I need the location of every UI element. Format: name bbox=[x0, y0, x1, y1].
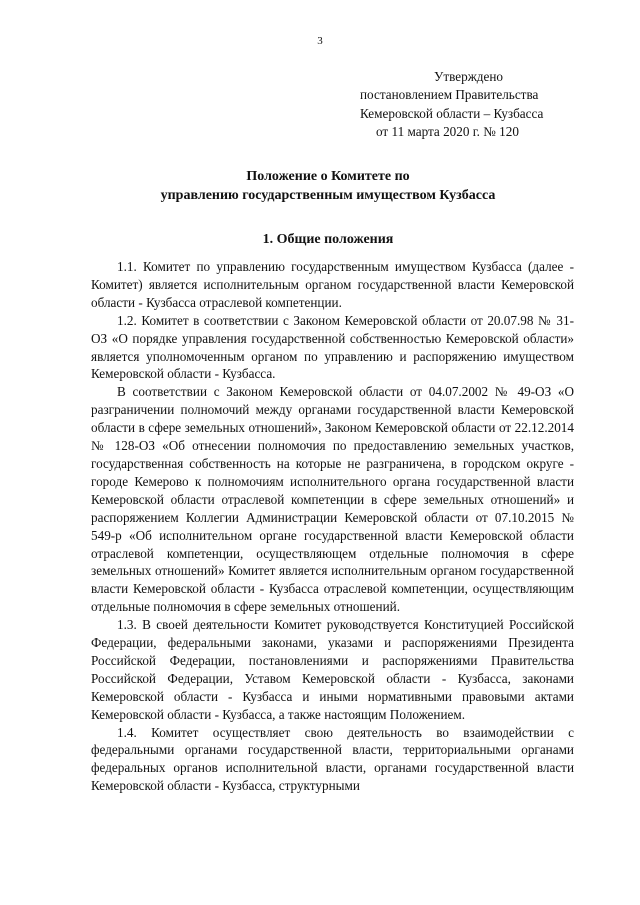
approval-line: Утверждено bbox=[434, 69, 504, 84]
document-body bbox=[91, 258, 574, 795]
title-line: Положение о Комитете по bbox=[246, 169, 410, 184]
paragraph: 1.3. В своей деятельности Комитет руководствуется Конституцией Российской Федерации, федеральными законами, указами и распоряжениями Президента Российской Федерации, постановлениями и распоряжениями Правительства Российской Федерации, Уставом Кемеровской области - Кузбасса, законами Кемеровской области - Кузбасса и иными нормативными правовыми актами Кемеровской области - Кузбасса, а также настоящим Положением. bbox=[91, 617, 574, 722]
paragraph: 1.4. Комитет осуществляет свою деятельность во взаимодействии с федеральными органами государственной власти, территориальными органами федеральных органов исполнительной власти, органами государственной власти Кемеровской области - Кузбасса, структурными bbox=[91, 724, 574, 794]
paragraph: 1.1. Комитет по управлению государственным имуществом Кузбасса (далее - Комитет) является исполнительным органом государственной власти Кемеровской области - Кузбасса отраслевой компетенции. bbox=[91, 259, 574, 310]
section-heading: 1. Общие положения bbox=[262, 232, 394, 247]
approval-block bbox=[360, 68, 580, 142]
paragraph: 1.2. Комитет в соответствии с Законом Кемеровской области от 20.07.98 № 31-ОЗ «О порядке управления государственной собственностью Кемеровской области» является уполномоченным органом по управлению и распоряжению имуществом Кемеровской области - Кузбасса. bbox=[91, 312, 574, 382]
approval-line: от 11 марта 2020 г. № 120 bbox=[376, 124, 519, 140]
approval-line: постановлением Правительства bbox=[360, 87, 539, 103]
document-title bbox=[90, 168, 566, 205]
title-line: управлению государственным имуществом Кузбасса bbox=[160, 187, 496, 203]
paragraph: В соответствии с Законом Кемеровской области от 04.07.2002 № 49-ОЗ «О разграничении полномочий между органами государственной власти Кемеровской области в сфере земельных отношений», Законом Кемеровской области от 22.12.2014 № 128-ОЗ «Об отнесении полномочия по предоставлению земельных участков, государственная собственность на которые не разграничена, в городском округе - городе Кемерово к полномочиям исполнительного органа государственной власти Кемеровской области отраслевой компетенции в сфере земельных отношений» и распоряжением Коллегии Администрации Кемеровской области от 07.10.2015 № 549-р «Об исполнительном органе государственной власти Кемеровской области отраслевой компетенции, осуществляющем отдельные полномочия в сфере земельных отношений» Комитет является исполнительным органом государственной власти Кемеровской области - Кузбасса отраслевой компетенции, осуществляющим отдельные полномочия в сфере земельных отношений. bbox=[91, 384, 574, 615]
page-number: 3 bbox=[317, 35, 323, 47]
approval-line: Кемеровской области – Кузбасса bbox=[360, 105, 544, 121]
